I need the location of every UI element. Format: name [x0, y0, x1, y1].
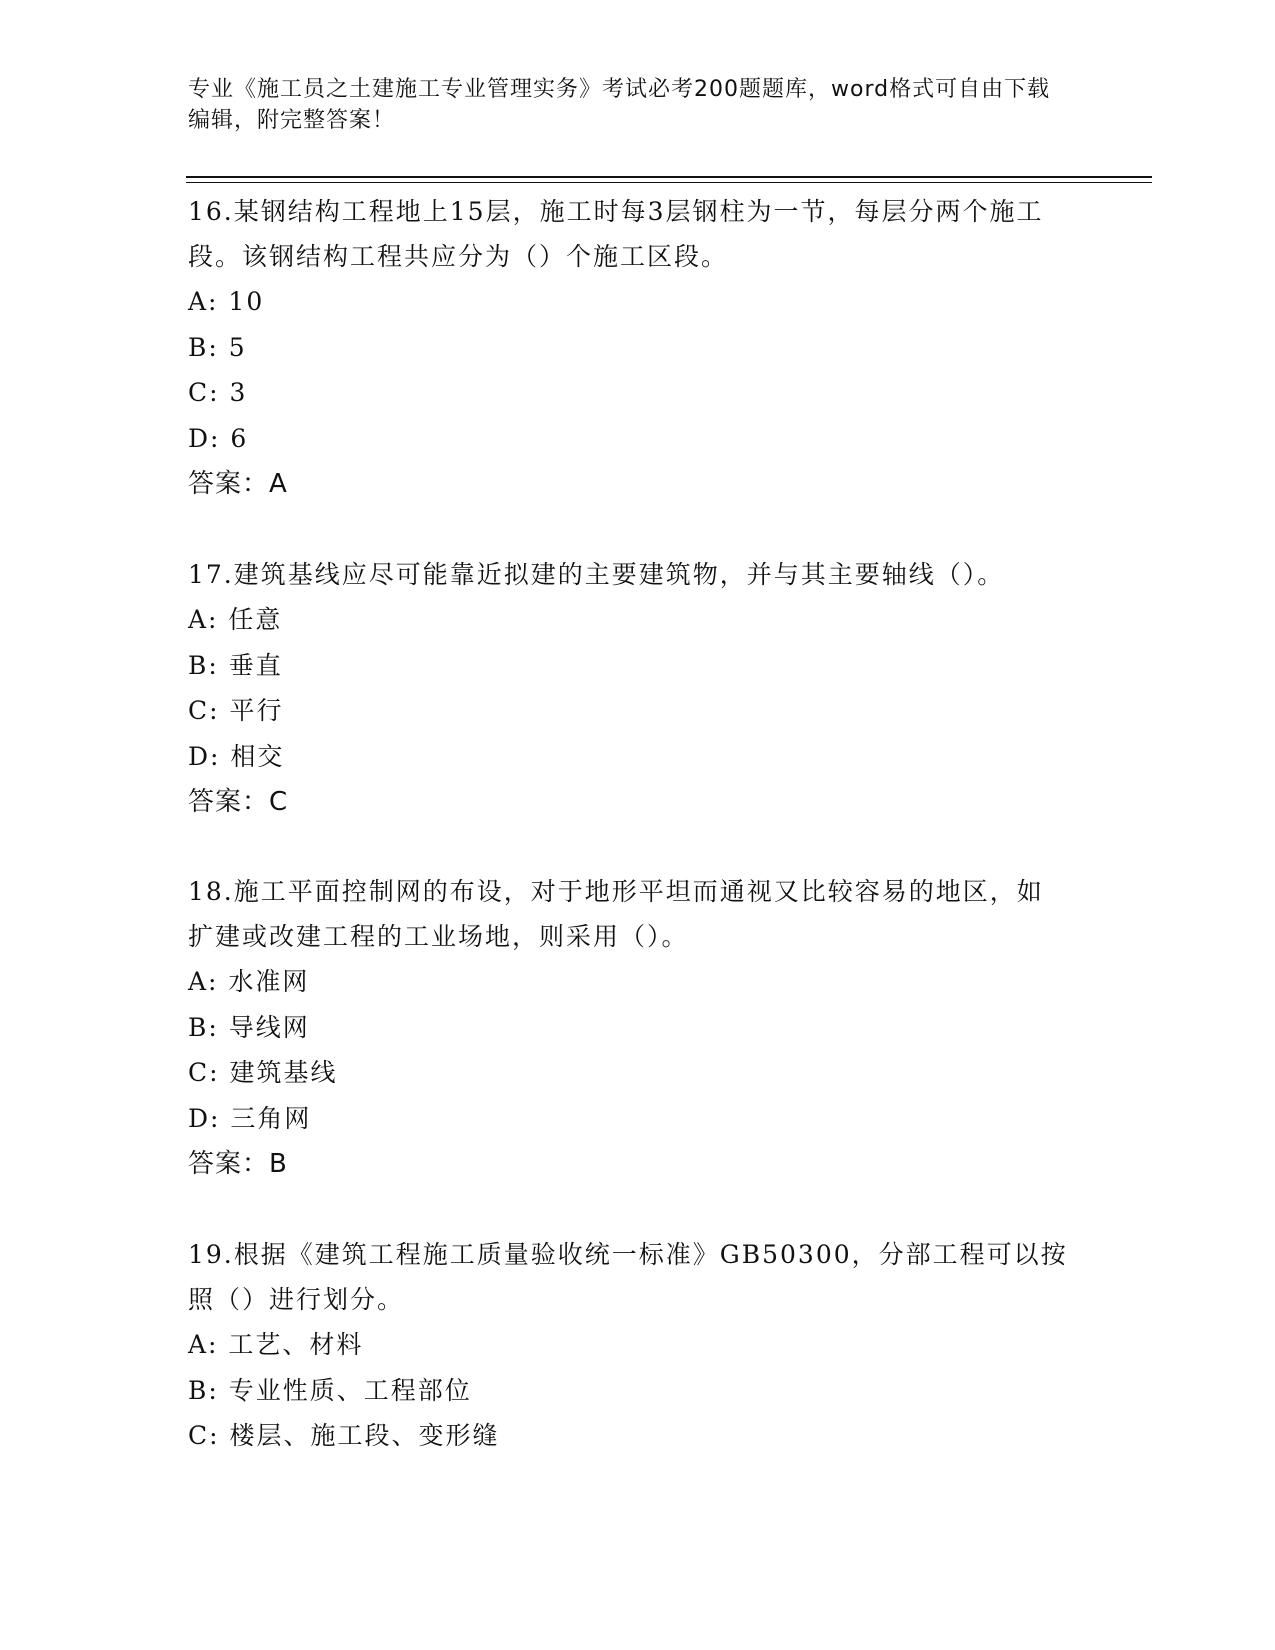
header-divider-thick [186, 176, 1152, 178]
question-stem: 18.施工平面控制网的布设，对于地形平坦而通视又比较容易的地区，如扩建或改建工程的工业场地，则采用（）。 [188, 877, 1044, 951]
answer-line: 答案：B [188, 1149, 288, 1179]
question-18 [188, 869, 1068, 1187]
question-17 [188, 552, 1068, 825]
answer-line: 答案：C [188, 787, 289, 817]
question-stem: 17.建筑基线应尽可能靠近拟建的主要建筑物，并与其主要轴线（）。 [188, 560, 1005, 589]
option-b: B: 专业性质、工程部位 [188, 1375, 472, 1405]
option-b: B: 垂直 [188, 650, 283, 680]
option-c: C: 3 [188, 378, 248, 407]
option-a: A: 任意 [188, 605, 283, 634]
option-c: C: 平行 [188, 696, 284, 725]
option-d: D: 6 [188, 423, 249, 453]
header-divider-thin [186, 182, 1152, 183]
option-a: A: 工艺、材料 [188, 1330, 364, 1359]
option-a: A: 水准网 [188, 967, 310, 996]
option-b: B: 5 [188, 332, 247, 362]
question-16 [188, 189, 1068, 507]
option-c: C: 楼层、施工段、变形缝 [188, 1421, 500, 1450]
option-a: A: 10 [188, 287, 265, 316]
option-b: B: 导线网 [188, 1012, 310, 1042]
answer-line: 答案：A [188, 469, 288, 499]
option-d: D: 相交 [188, 741, 285, 771]
option-c: C: 建筑基线 [188, 1058, 338, 1087]
question-19 [188, 1232, 1068, 1459]
question-stem: 19.根据《建筑工程施工质量验收统一标准》GB50300，分部工程可以按照（）进行划分。 [188, 1240, 1068, 1314]
question-stem: 16.某钢结构工程地上15层，施工时每3层钢柱为一节，每层分两个施工段。该钢结构工程共应分为（）个施工区段。 [188, 197, 1044, 271]
option-d: D: 三角网 [188, 1103, 312, 1133]
document-header: 专业《施工员之土建施工专业管理实务》考试必考200题题库，word格式可自由下载编辑，附完整答案！ [188, 77, 1051, 133]
